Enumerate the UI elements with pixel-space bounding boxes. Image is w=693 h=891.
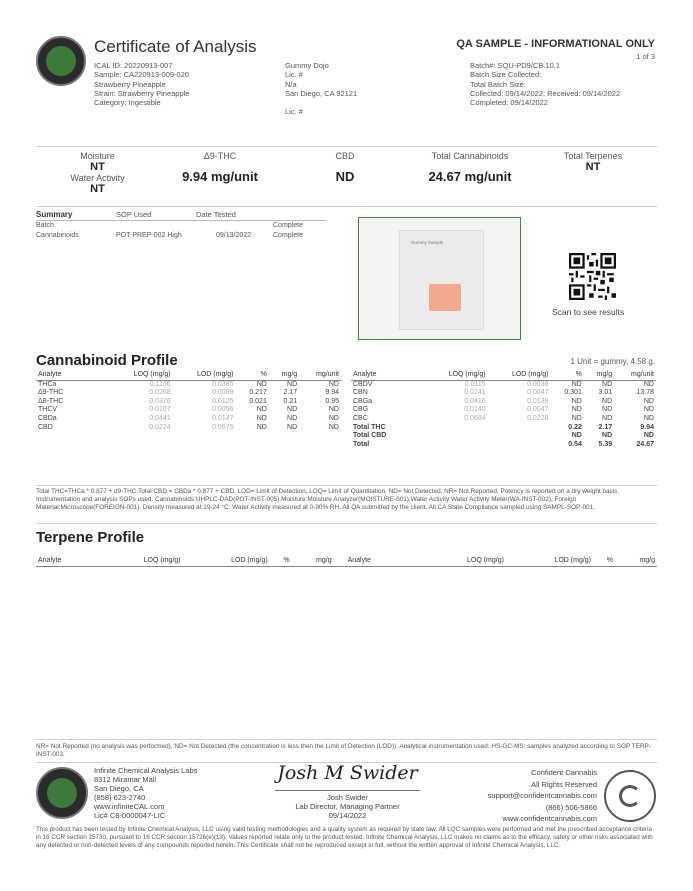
cannabinoid-footnote: Total THC=THCa * 0.877 + d9-THC;Total CBD = CBDa * 0.877 + CBD. LOD= Limit of Detection, LOQ= Limit of Quantitation, ND= Not Detected, NR= Not Reported, Potency is reported on a dry weight basis. Instrumentation and analysis SOPs used: Cannabinoids:UHPLC-DAD(POT-INST-005),Moisture:Moisture Analyzer(MOISTURE-001),Water Activity:Water Activity Meter(WA-INST-002), Foreign Material:Microscope(FOREIGN-001). Density measured at 19-24 °C. Water Activity measured at 0-90% RH. All QA submitted by the client. All CA State Compliance sampled using SAMPL-SOP-001. [36, 488, 620, 512]
divider [36, 739, 657, 740]
signer-info: Josh Swider Lab Director, Managing Partner 09/14/2022 [295, 793, 400, 820]
total-terpenes-stat: Total Terpenes NT [563, 151, 623, 173]
divider [36, 146, 657, 147]
cannabinoid-header: Analyte [351, 371, 424, 380]
table-cell: 9.94 [640, 423, 654, 431]
total-cannabinoids-stat: Total Cannabinoids 24.67 mg/unit [428, 151, 512, 184]
terpene-header: mg/g [615, 557, 657, 566]
table-cell: ND [643, 432, 654, 440]
batch-info: Batch#: SQU-PD9/CB.10.1 Batch Size Collected: Total Batch Size: Collected: 09/14/2022; Received: 09/14/2022 Completed: 09/14/2022 [470, 61, 621, 108]
cannabinoid-table-right [351, 371, 656, 449]
table-cell: ND [643, 406, 654, 414]
unit-note: 1 Unit = gummy, 4.58 g. [570, 357, 655, 366]
client-info: Gummy Dojo Lic. # N/a San Diego, CA 92121 Lic. # [285, 61, 358, 117]
table-row [351, 389, 656, 398]
cannabinoid-table-left [36, 371, 341, 432]
table-cell: 0.0056 [212, 406, 234, 414]
table-cell: ND [643, 414, 654, 422]
cannabinoid-header: LOQ (mg/g) [424, 371, 487, 380]
table-row [36, 389, 341, 398]
terpene-header: mg/g [292, 557, 334, 566]
cannabinoid-header: % [551, 371, 584, 380]
table-cell: 0.0684 [464, 414, 486, 422]
table-cell: 0.0385 [212, 380, 234, 388]
moisture-stat: Moisture NT Water Activity NT [70, 151, 125, 195]
cannabinoid-header: LOD (mg/g) [488, 371, 551, 380]
table-cell: Δ8-THC [38, 397, 64, 405]
divider [36, 485, 657, 486]
table-cell: ND [643, 397, 654, 405]
table-cell: Total CBD [353, 432, 387, 440]
table-cell: 0.0416 [464, 397, 486, 405]
cannabinoid-header: LOQ (mg/g) [109, 371, 172, 380]
table-cell: ND [602, 432, 613, 440]
table-cell: 0.21 [283, 397, 298, 405]
table-cell: 0.0167 [149, 406, 171, 414]
lab-logo-footer [36, 767, 88, 819]
divider [36, 206, 657, 207]
table-cell: 0.1156 [149, 380, 171, 388]
table-cell: ND [643, 380, 654, 388]
table-cell: CBG [353, 406, 369, 414]
table-cell: 0.0147 [212, 414, 234, 422]
cannabinoid-header: % [236, 371, 269, 380]
table-cell: 0.0115 [464, 380, 486, 388]
table-cell: ND [602, 406, 613, 414]
terpene-header: LOQ (mg/g) [418, 557, 506, 566]
table-cell: 0.0075 [212, 423, 234, 431]
lab-address: Infinite Chemical Analysis Labs 8312 Miramar Mall San Diego, CA (858) 623-2740 www.infiniteCAL.com Lic# C8-0000047-LIC [94, 766, 198, 820]
table-cell: ND [287, 380, 298, 388]
table-cell: Total [353, 440, 370, 448]
table-row [36, 406, 341, 415]
table-cell [424, 424, 487, 433]
table-row [351, 406, 656, 415]
table-cell: ND [602, 414, 613, 422]
table-cell: 13.78 [636, 389, 654, 397]
table-cell: CBN [353, 389, 368, 397]
confident-cannabis-info: Confident Cannabis All Rights Reserved support@confidentcannabis.com (866) 506-5866 www.confidentcannabis.com [487, 768, 597, 823]
table-cell [424, 441, 487, 450]
terpene-header: LOD (mg/g) [183, 557, 270, 566]
terpene-title: Terpene Profile [36, 529, 145, 546]
cannabinoid-header: mg/unit [614, 371, 656, 380]
table-cell [488, 432, 551, 441]
table-cell: CBDa [38, 414, 57, 422]
table-cell: ND [328, 423, 339, 431]
terpene-header: LOD (mg/g) [506, 557, 593, 566]
table-cell: ND [571, 432, 582, 440]
table-row [351, 441, 656, 450]
table-cell: 0.217 [249, 389, 267, 397]
table-row [36, 415, 341, 424]
table-cell: ND [256, 414, 267, 422]
table-row [351, 398, 656, 407]
table-cell: ND [571, 397, 582, 405]
cannabinoid-title: Cannabinoid Profile [36, 352, 178, 369]
terpene-footnote: NR= Not Reported (no analysis was performed), ND= Not Detected (the concentration is less then the Limit of Detection (LOD)). Analytical instrumentation used: HS-GC-MS; samples analyzed according to SOP TERP-INST-003. [36, 743, 651, 759]
terpene-header: % [270, 557, 292, 566]
table-cell: ND [256, 406, 267, 414]
cannabinoid-header: mg/g [584, 371, 614, 380]
table-cell: ND [287, 406, 298, 414]
divider [36, 523, 657, 524]
table-cell: ND [256, 380, 267, 388]
signature-line [275, 790, 420, 791]
terpene-header: Analyte [334, 557, 418, 566]
cannabinoid-header: mg/g [269, 371, 299, 380]
terpene-table [36, 557, 657, 567]
confident-cannabis-seal [604, 770, 656, 822]
table-cell: CBD [38, 423, 53, 431]
table-cell: ND [256, 423, 267, 431]
table-cell: CBGa [353, 397, 373, 405]
table-cell: 0.0268 [149, 389, 171, 397]
table-cell: 2.17 [283, 389, 298, 397]
table-cell: 0.0376 [149, 397, 171, 405]
table-cell: CBDV [353, 380, 373, 388]
table-cell: 24.67 [636, 440, 654, 448]
table-cell: 0.0140 [464, 406, 486, 414]
table-cell: ND [328, 406, 339, 414]
table-cell [488, 424, 551, 433]
table-cell [488, 441, 551, 450]
sample-photo: Gummy Sample [358, 217, 521, 340]
thc-stat: Δ9-THC 9.94 mg/unit [182, 151, 258, 184]
cannabinoid-header: Analyte [36, 371, 109, 380]
table-row [351, 380, 656, 389]
table-cell: ND [602, 380, 613, 388]
table-cell: 0.301 [564, 389, 582, 397]
table-cell: 0.0224 [149, 423, 171, 431]
sample-info: ICAL ID: 20220913-007 Sample: CA220913-009-020 Strawberry Pineapple Strain: Strawberry Pineapple Category: Ingestible [94, 61, 190, 108]
terpene-header: LOQ (mg/g) [95, 557, 183, 566]
table-cell: ND [571, 414, 582, 422]
page-number: 1 of 3 [636, 52, 655, 61]
lab-logo [36, 36, 86, 86]
table-cell: 0.0125 [212, 397, 234, 405]
table-cell: 0.0038 [527, 380, 549, 388]
table-cell: 3.01 [598, 389, 613, 397]
table-cell: ND [602, 397, 613, 405]
table-cell: ND [571, 406, 582, 414]
disclaimer: This product has been tested by Infinite Chemical Analysis, LLC using valid testing methodologies and a quality system as required by state law. All LQC samples were performed and met the prescribed acceptance criteria in 16 CCR section 15730, pursuant to 16 CCR section 15726(e)(13). Values reported relate only to the product tested. Infinite Chemical Analysis, LLC makes no claims as to the efficacy, safety or other risks associated with any detected or non-detected levels of any compounds reported herein. This Certificate shall not be reproduced except in full, without the written approval of Infinite Chemical Analysis, LLC. [36, 826, 653, 849]
table-cell: ND [328, 380, 339, 388]
table-row [36, 398, 341, 407]
table-cell: 0.0089 [212, 389, 234, 397]
terpene-header: Analyte [36, 557, 95, 566]
scan-label: Scan to see results [552, 307, 625, 317]
cannabinoid-header: LOD (mg/g) [173, 371, 236, 380]
table-cell: 0.22 [568, 423, 582, 431]
summary-section: Summary SOP Used Date Tested Batch Complete Cannabinoids POT-PREP-002 High 09/13/2022 Complete [36, 210, 326, 240]
table-cell: 5.39 [598, 440, 613, 448]
cannabinoid-header: mg/unit [299, 371, 341, 380]
table-cell: 0.0047 [527, 406, 549, 414]
qa-sample-label: QA SAMPLE - INFORMATIONAL ONLY [456, 38, 655, 50]
cbd-stat: CBD ND [335, 151, 355, 184]
table-cell: CBC [353, 414, 368, 422]
table-cell: Total THC [353, 423, 386, 431]
table-cell [424, 432, 487, 441]
terpene-header: % [593, 557, 615, 566]
table-cell: 2.17 [598, 423, 613, 431]
table-cell: 0.0047 [527, 389, 549, 397]
table-cell: 0.021 [249, 397, 267, 405]
signature: Josh M Swider [277, 762, 418, 784]
table-cell: THCV [38, 406, 58, 414]
table-row [351, 415, 656, 424]
document-title: Certificate of Analysis [94, 37, 257, 56]
table-cell: Δ9-THC [38, 389, 64, 397]
table-row [351, 424, 656, 433]
table-cell: 0.0141 [464, 389, 486, 397]
table-row [36, 380, 341, 389]
table-cell: 0.0139 [527, 397, 549, 405]
table-cell: ND [328, 414, 339, 422]
table-cell: ND [287, 423, 298, 431]
table-cell: ND [571, 380, 582, 388]
table-row [351, 432, 656, 441]
table-cell: ND [287, 414, 298, 422]
table-cell: 9.94 [325, 389, 339, 397]
table-cell: THCa [38, 380, 57, 388]
table-cell: 0.0441 [149, 414, 171, 422]
table-cell: 0.95 [325, 397, 339, 405]
table-cell: 0.54 [568, 440, 582, 448]
qr-code[interactable] [569, 253, 616, 300]
table-cell: 0.0228 [527, 414, 549, 422]
table-row [36, 424, 341, 433]
